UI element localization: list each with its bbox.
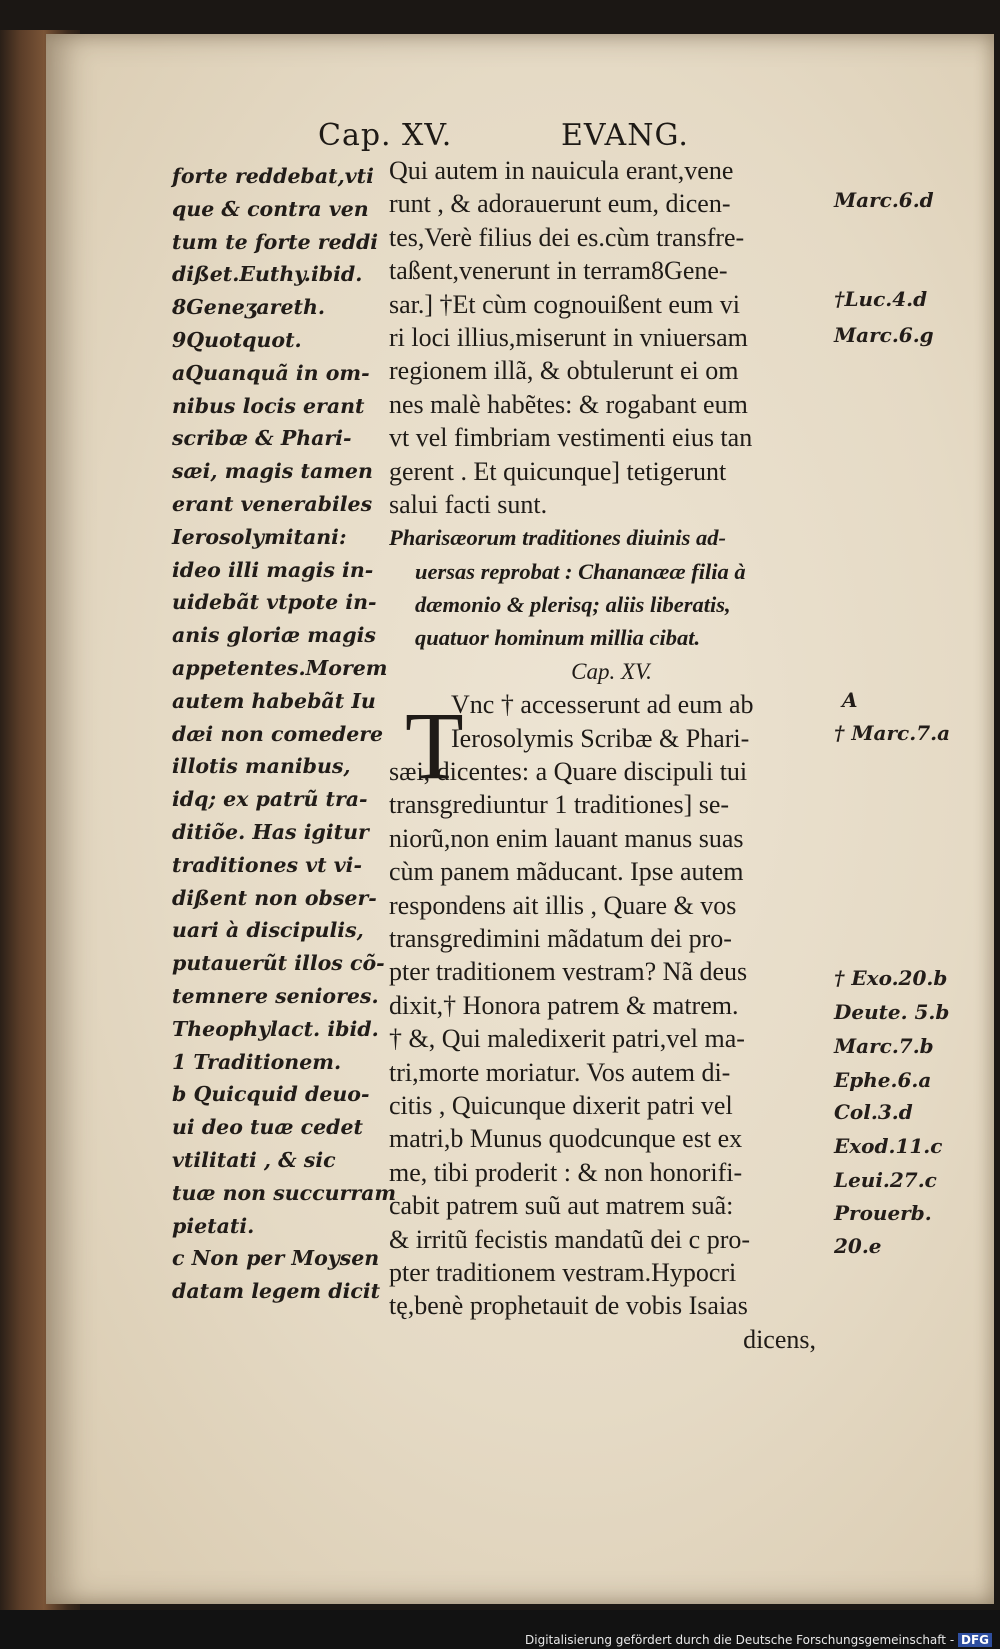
text-line: † &, Qui maledixerit patri,vel ma- (389, 1024, 745, 1054)
gloss-line: appetentes.Morem (172, 655, 388, 680)
text-line: transgrediuntur 1 traditiones] se- (389, 790, 730, 820)
text-line: vt vel fimbriam vestimenti eius tan (389, 423, 753, 453)
summary-line: uersas reprobat : Chananææ filia à (415, 558, 746, 584)
text-line: tes,Verè filius dei es.cùm transfre- (389, 222, 745, 252)
marginal-reference: Marc.6.g (834, 323, 934, 347)
marginal-reference: Deute. 5.b (834, 1000, 950, 1024)
gloss-line: ditiõe. Has igitur (172, 819, 369, 844)
gloss-line: b Quicquid deuo- (172, 1082, 370, 1107)
main-text-top (389, 154, 834, 521)
text-line: Qui autem in nauicula erant,vene (389, 156, 734, 185)
gloss-line: dißet.Euthy.ibid. (172, 262, 363, 287)
chapter-summary (389, 521, 834, 655)
gloss-line: tum te forte reddi (172, 229, 379, 254)
gloss-line: uidebãt vtpote in- (172, 590, 377, 615)
text-line: sar.] †Et cùm cognouißent eum vi (389, 289, 740, 319)
gloss-line: scribæ & Phari- (172, 426, 352, 451)
text-line: regionem illã, & obtulerunt ei om (389, 356, 739, 386)
gloss-line: datam legem dicit (172, 1279, 381, 1304)
text-line: pter traditionem vestram? Nã deus (389, 957, 748, 987)
marginal-reference: Exod.11.c (834, 1134, 943, 1158)
text-line: me, tibi proderit : & non honorifi- (389, 1157, 743, 1187)
text-line: nes malè habẽtes: & rogabant eum (389, 389, 748, 419)
marginal-reference: A (842, 688, 858, 712)
header-book: EVANG. (561, 118, 689, 153)
gloss-line: idq; ex patrũ tra- (172, 787, 368, 812)
text-line: tri,morte moriatur. Vos autem di- (389, 1057, 731, 1087)
gloss-line: pietati. (172, 1213, 255, 1238)
marginal-reference: †Luc.4.d (834, 287, 928, 311)
marginal-reference: Prouerb. (834, 1201, 932, 1225)
marginal-reference: Leui.27.c (834, 1168, 937, 1192)
gloss-line: sæi, magis tamen (172, 459, 373, 484)
gloss-line: temnere seniores. (172, 983, 379, 1008)
summary-line: Pharisæorum traditiones diuinis ad- (389, 525, 726, 551)
marginal-reference: 20.e (834, 1234, 882, 1258)
text-line: salui facti sunt. (389, 489, 548, 519)
marginal-reference: † Marc.7.a (834, 721, 951, 745)
gloss-line: aQuanquã in om- (172, 360, 370, 385)
gloss-line: anis gloriæ magis (172, 623, 376, 648)
text-line: citis , Quicunque dixerit patri vel (389, 1090, 733, 1120)
drop-cap: T (405, 692, 464, 799)
text-line: runt , & adorauerunt eum, dicen- (389, 189, 731, 219)
text-line: Ierosolymis Scribæ & Phari- (451, 723, 750, 753)
text-line: Vnc † accesserunt ad eum ab (451, 690, 754, 720)
digitization-credit (525, 1633, 992, 1647)
gloss-line: erant venerabiles (172, 491, 373, 516)
text-line: & irritũ fecistis mandatũ dei c pro- (389, 1224, 751, 1254)
left-gloss-column (172, 160, 407, 1308)
gloss-line: c Non per Moysen (172, 1246, 380, 1271)
gloss-line: ideo illi magis in- (172, 557, 374, 582)
text-line: niorũ,non enim lauant manus suas (389, 823, 744, 853)
text-line: cabit patrem suũ aut matrem suã: (389, 1191, 734, 1221)
text-line: matri,b Munus quodcunque est ex (389, 1124, 743, 1154)
text-line: gerent . Et quicunque] tetigerunt (389, 456, 727, 486)
gloss-line: uari à discipulis, (172, 918, 364, 943)
text-line: dixit,† Honora patrem & matrem. (389, 990, 739, 1020)
header-numeral: XV. (402, 118, 453, 153)
gloss-line: traditiones vt vi- (172, 852, 362, 877)
marginal-reference: Marc.6.d (834, 188, 934, 212)
gloss-line: vtilitati , & sic (172, 1147, 336, 1172)
text-line: tę,benè prophetauit de vobis Isaias (389, 1291, 748, 1321)
gloss-line: 1 Traditionem. (172, 1049, 342, 1074)
gloss-line: ui deo tuæ cedet (172, 1115, 363, 1140)
catchword: dicens, (743, 1324, 816, 1354)
gloss-line: dæi non comedere (172, 721, 384, 746)
credit-text: Digitalisierung gefördert durch die Deutsche Forschungsgemeinschaft - (525, 1633, 955, 1647)
gloss-line: putauerũt illos cõ- (172, 951, 385, 976)
gloss-line: forte reddebat,vti (172, 164, 374, 188)
text-line: sæi, dicentes: a Quare discipuli tui (389, 757, 748, 787)
gloss-line: Theophylact. ibid. (172, 1016, 379, 1041)
gloss-line: dißent non obser- (172, 885, 377, 910)
marginal-reference: Marc.7.b (834, 1034, 934, 1058)
gloss-line: que & contra ven (172, 196, 369, 221)
marginal-reference: Ephe.6.a (834, 1068, 932, 1092)
gloss-line: illotis manibus, (172, 754, 351, 779)
text-line: transgredimini mãdatum dei pro- (389, 923, 732, 953)
gloss-line: Ierosolymitani: (172, 524, 347, 549)
text-line: cùm panem mãducant. Ipse autem (389, 857, 744, 887)
marginal-reference: Col.3.d (834, 1100, 913, 1124)
text-line: taßent,venerunt in terram8Gene- (389, 256, 728, 286)
marginal-reference: † Exo.20.b (834, 966, 948, 990)
chapter-heading: Cap. XV. (571, 658, 652, 684)
dfg-logo: DFG (958, 1633, 992, 1647)
text-line: respondens ait illis , Quare & vos (389, 890, 737, 920)
gloss-line: 8Geneʒareth. (172, 295, 326, 320)
gloss-line: tuæ non succurram (172, 1180, 397, 1205)
text-line: pter traditionem vestram.Hypocri (389, 1257, 737, 1287)
gloss-line: nibus locis erant (172, 393, 365, 418)
text-line: ri loci illius,miserunt in vniuersam (389, 322, 748, 352)
header-chapter: Cap. (318, 118, 392, 153)
summary-line: quatuor hominum millia cibat. (415, 625, 701, 651)
gloss-line: autem habebãt Iu (172, 688, 376, 713)
gloss-line: 9Quotquot. (172, 327, 302, 352)
summary-line: dæmonio & plerisq; aliis liberatis, (415, 592, 731, 618)
